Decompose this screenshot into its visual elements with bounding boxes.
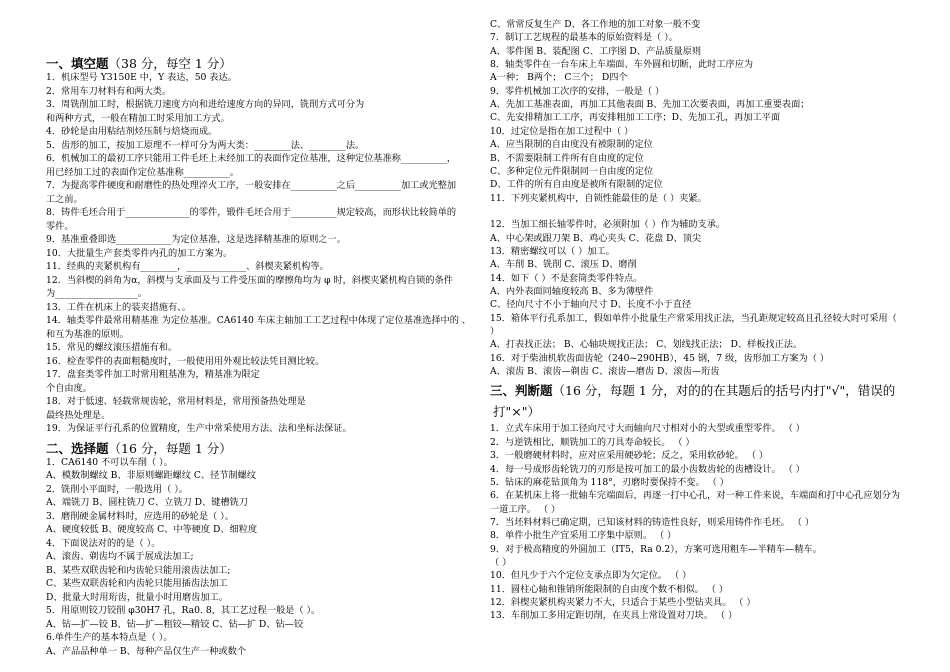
- text-line: 3．周铣削加工时，根据铣刀速度方向和进给速度方向的异同，铣削方式可分为: [46, 99, 365, 110]
- text-line: 17．盘套类零件加工时常用粗基准为，精基准为限定: [46, 369, 260, 380]
- text-line: 7．当坯料材料已确定期，已知该材料的铸造性良好，则采用铸件作毛坯。 （ ）: [490, 516, 815, 528]
- text-line: 和互为基准的原则。: [46, 328, 129, 340]
- text-line: 个自由度。: [46, 382, 92, 394]
- text-line: A、中心架或跟刀架 B、鸡心夹头 C、花盘 D、顶尖: [490, 232, 702, 244]
- text-line: 13．精密螺纹可以（ ）加工。: [490, 245, 615, 257]
- text-line: B、某些双联齿轮和内齿轮只能用滚齿法加工;: [46, 564, 231, 576]
- text-line: 2．与逆铣相比，顺铣加工的刀具寿命较长。 （ ）: [490, 436, 695, 448]
- text-line: B、不需要限制工件所有自由度的定位: [490, 152, 644, 164]
- section-heading: [46, 56, 232, 71]
- section-title: 二、选择题: [46, 440, 109, 456]
- text-line: A、内外表面同轴度较高 B、多为薄壁件: [490, 286, 654, 297]
- text-line: A、车削 B、铣削 C、滚压 D、磨削: [490, 259, 637, 271]
- text-line: 3．一般磨硬材料时，应对应采用硬砂轮；反之，采用软砂轮。 （ ）: [490, 450, 769, 462]
- text-line: 最终热处理是。: [46, 409, 111, 421]
- text-line: A、模数制螺纹 B、非原则螺距螺纹 C、径节制螺纹: [46, 470, 257, 481]
- text-line: 10．大批量生产套类零件内孔的加工方案为。: [46, 247, 233, 259]
- text-line: 6．在某机床上将一批轴车完端面后，再逐一打中心孔，对一种工件来说，车端面和打中心孔应划分为: [490, 490, 901, 502]
- text-line: 8．轴类零件在一台车床上车端面、车外圆和切断，此时工序应为: [490, 59, 754, 71]
- text-line: 11．经典的夹紧机构有________，_____________、斜楔夹紧机构等。: [46, 261, 329, 272]
- text-line: 7．制订工艺规程的最基本的原始资料是（ ）。: [490, 32, 678, 44]
- text-line: 和两种方式，一般在精加工时采用加工方式。: [46, 112, 230, 124]
- text-line: 10．过定位是指在加工过程中（ ）: [490, 125, 634, 137]
- text-line: A、滚齿 B、滚齿—剃齿 C、滚齿—磨齿 D、滚齿—珩齿: [490, 366, 720, 378]
- text-line: A、应当限制的自由度没有被限制的定位: [490, 139, 653, 151]
- text-line: 18．对于低速、轻载常规齿轮，常用材料是，常用预备热处理是: [46, 396, 306, 407]
- text-line: 11．圆柱心轴和锥销所能限制的自由度个数不相似。 （ ）: [490, 583, 729, 595]
- text-line: 一道工序。 （ ）: [490, 503, 561, 515]
- text-line: A、打表找正法； B、心轴块规找正法； C、划线找正法； D、样板找正法。: [490, 339, 803, 351]
- text-line: 4．下面说法对的的是（ ）。: [46, 537, 161, 549]
- text-line: 19．为保证平行孔系的位置精度，生产中常采使用方法、法和坐标法保证。: [46, 423, 352, 434]
- text-line: C、常常反复生产 D、各工作地的加工对象一般不变: [490, 19, 701, 30]
- text-line: A、零件图 B、装配图 C、工序图 D、产品质量原则: [490, 45, 702, 57]
- section-heading: [46, 441, 232, 456]
- text-line: 为__________________。: [46, 288, 148, 299]
- section-subtitle: （16 分，每题 1 分）: [108, 440, 232, 456]
- text-line: 14．轴类零件最常用精基准 为定位基准。CA6140 车床主轴加工工艺过程中体现了定位基准选择中的 、: [46, 315, 471, 326]
- text-line: A、硬度较低 B、硬度较高 C、中等硬度 D、细粒度: [46, 524, 258, 535]
- text-line: 6．机械加工的最初工序只能用工件毛坯上未经加工的表面作定位基准，这种定位基准称__________，: [46, 153, 457, 164]
- text-line: 5．钻床的麻花钻顶角为 118°，刃磨时要保持不变。 （ ）: [490, 476, 729, 488]
- text-line: A、产品品种单一 B、每种产品仅生产一种或数个: [46, 645, 247, 657]
- text-line: 9．零件机械加工次序的安排，一般是（ ）: [490, 85, 665, 97]
- text-line: 2．铣削小平面时，一般选用（ ）。: [46, 483, 188, 495]
- text-line: 1．立式车床用于加工径向尺寸大而轴向尺寸相对小的大型或重型零件。 （ ）: [490, 423, 805, 435]
- section-title: 一、填空题: [46, 56, 109, 71]
- text-line: A、滚齿、剃齿均不属于展成法加工;: [46, 551, 194, 562]
- text-line: 15．常见的螺纹滚压措施有和。: [46, 342, 178, 353]
- text-line: 9．基准重叠即选____________为定位基准，这是选择精基准的原则之一。: [46, 234, 346, 245]
- section-title: 三、判断题: [490, 383, 553, 399]
- text-line: A、端铣刀 B、圆柱铣刀 C、立铣刀 D、键槽铣刀: [46, 497, 248, 508]
- section-heading: [490, 383, 895, 398]
- text-line: C、径向尺寸不小于轴向尺寸 D、长度不小于直径: [490, 299, 692, 311]
- text-line: D、工件的所有自由度是被所有限制的定位: [490, 179, 663, 191]
- section-subtitle: （38 分，每空 1 分）: [108, 56, 232, 71]
- text-line: 16．检查零件的表面粗糙度时，一般使用用外观比较法凭目测比较。: [46, 355, 325, 367]
- text-line: 5．用原则铰刀铰削 φ30H7 孔，Ra0. 8，其工艺过程一般是（ ）。: [46, 605, 321, 616]
- text-line: 5．齿形的加工，按加工原理不一样可分为两大类：________法、________法。: [46, 139, 365, 151]
- text-line: C、先安排精加工工序，再安排粗加工工序；D、先加工孔，再加工平面: [490, 112, 781, 124]
- text-line: 8．单件小批生产宜采用工序集中原则。 （ ）: [490, 530, 677, 542]
- text-line: 9．对于极高精度的外圆加工（IT5，Ra 0.2），方案可选用粗车—半精车—精车。: [490, 543, 822, 555]
- text-line: 工之前。: [46, 193, 83, 205]
- text-line: 4．每一号成形齿轮铣刀的刃形是按可加工的最小齿数齿轮的齿槽设计。 （ ）: [490, 463, 805, 475]
- text-line: （ ）: [490, 556, 512, 568]
- text-line: 2．常用车刀材料有和两大类。: [46, 85, 172, 97]
- text-line: 12．当斜楔的斜角为α，斜楔与支承面及与工件受压面的摩擦角均为 φ 时，斜楔夹紧机构自锁的条件: [46, 274, 453, 286]
- text-line: 4．砂轮是由用粘结剂烃压制与焙烧而成。: [46, 126, 218, 137]
- text-line: 10．但凡少于六个定位支承点即为欠定位。 （ ）: [490, 570, 692, 582]
- text-line: A、先加工基准表面，再加工其他表面 B、先加工次要表面，再加工重要表面；: [490, 99, 810, 111]
- text-line: 15．箱体平行孔系加工，假如单件小批量生产常采用找正法，当孔距规定较高且孔径较大时可采用（: [490, 312, 897, 324]
- text-line: 3．磨削硬金属材料时，应选用的砂轮是（ ）。: [46, 510, 234, 522]
- text-line: 16．对于柴油机软齿面齿轮（240~290HB），45 钢，7 级，齿形加工方案为（ ）: [490, 352, 829, 364]
- section-subtitle: （16 分，每题 1 分，对的的在其题后的括号内打"√"，错误的: [552, 383, 896, 399]
- text-line: 6.单件生产的基本特点是（ ）。: [46, 632, 173, 643]
- text-line: 7．为提高零件硬度和耐磨性的热处理淬火工序，一般安排在__________之后__________加工或光整加: [46, 180, 457, 191]
- text-line: ）: [490, 326, 500, 338]
- text-line: 13．工件在机床上的装夹措施有、。: [46, 301, 191, 313]
- text-line: 8．铸件毛坯合用于______________的零件，锻件毛坯合用于__________规定较高，而形状比较简单的: [46, 207, 457, 218]
- text-line: C、某些双联齿轮和内齿轮只能用插齿法加工: [46, 578, 228, 589]
- text-line: 1．CA6140 不可以车削（ ）。: [46, 456, 173, 468]
- text-line: 用已经加工过的表面作定位基准称__________。: [46, 166, 239, 178]
- text-line: 12．当加工细长轴零件时，必须附加（ ）作为辅助支承。: [490, 219, 726, 231]
- section-heading-continued: 打"×"）: [493, 404, 540, 420]
- text-line: 14．如下（ ）不是套筒类零件特点。: [490, 272, 643, 284]
- text-line: 12．斜楔夹紧机构夹紧力不大，只适合于某些小型钻夹具。 （ ）: [490, 597, 756, 608]
- text-line: D、批量大时用珩齿，批量小时用磨齿加工。: [46, 591, 228, 603]
- text-line: C、多种定位元件限制同一自由度的定位: [490, 165, 654, 177]
- text-line: 1．机床型号 Y3150E 中，Y 表达，50 表达。: [46, 72, 237, 83]
- text-line: 11．下列夹紧机构中，自锁性能最佳的是（ ）夹紧。: [490, 192, 707, 204]
- text-line: 13．车削加工多用定距切削，在夹具上常设置对刀块。 （ ）: [490, 610, 738, 622]
- text-line: 零件。: [46, 220, 74, 232]
- text-line: A、钻—扩—铰 B、钻—扩—粗铰—精铰 C、钻—扩 D、钻—铰: [46, 618, 304, 630]
- text-line: A一种； B两个； C三个； D四个: [490, 72, 628, 84]
